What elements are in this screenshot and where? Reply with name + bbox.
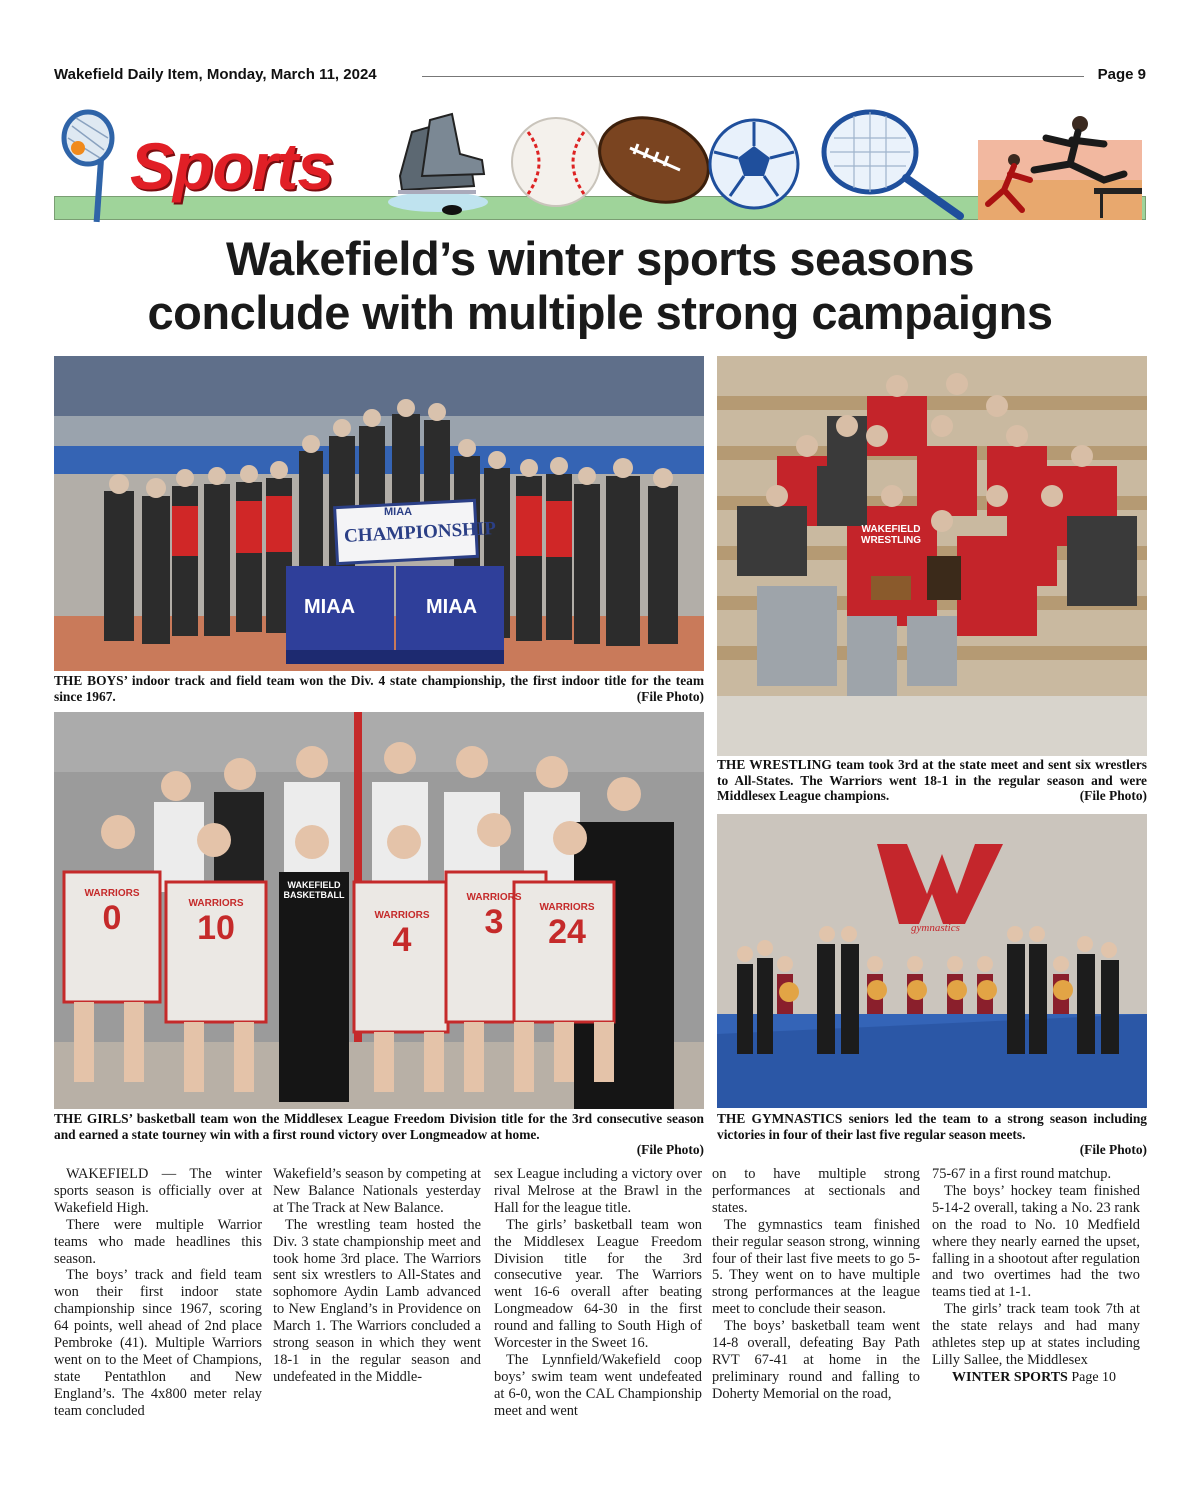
baseball-icon bbox=[506, 112, 606, 212]
championship-banner-brand: MIAA bbox=[384, 506, 413, 518]
paragraph: sex League including a victory over rival Melrose at the Brawl in the Hall for the league title. bbox=[494, 1166, 702, 1216]
paragraph: The girls’ basketball team won the Middlesex League Freedom Division title for the 3rd consecutive year. The Warriors went 16-6 overall after beating Longmeadow 64-30 in the first round and falling to South High of Worcester in the Sweet 16. bbox=[494, 1216, 702, 1352]
miaa-sign-right: MIAA bbox=[426, 596, 478, 618]
headline-line-2: conclude with multiple strong campaigns bbox=[147, 286, 1053, 339]
folio-date: Wakefield Daily Item, Monday, March 11, 2024 bbox=[54, 66, 377, 83]
paragraph: Wakefield’s season by competing at New Balance Nationals yesterday at The Track at New Balance. bbox=[273, 1166, 481, 1216]
jersey bbox=[76, 888, 148, 937]
jersey-number: 0 bbox=[102, 899, 122, 937]
photo-credit: (File Photo) bbox=[1079, 1142, 1147, 1157]
miaa-sign-left: MIAA bbox=[304, 596, 356, 618]
paragraph: The boys’ basketball team went 14-8 overall, defeating Bay Path RVT 67-41 at home in the preliminary round and falling to Doherty Memorial on the road, bbox=[712, 1318, 920, 1402]
paragraph: The Lynnfield/Wakefield coop boys’ swim team went undefeated at 6-0, won the CAL Championship meet and went bbox=[494, 1351, 702, 1419]
track-team-photo bbox=[54, 356, 704, 671]
photo-credit: (File Photo) bbox=[1079, 788, 1147, 803]
paragraph: The girls’ track team took 7th at the state relays and had many athletes step up at states including Lilly Sallee, the Middlesex bbox=[932, 1301, 1140, 1368]
gymnastics-photo bbox=[717, 814, 1147, 1108]
wrestling-photo-caption bbox=[717, 757, 1147, 804]
article-column-1 bbox=[54, 1166, 262, 1420]
jersey-team: WARRIORS bbox=[188, 898, 244, 909]
jersey-number: 24 bbox=[548, 913, 586, 951]
article-column-5 bbox=[932, 1166, 1140, 1369]
jersey-team: WARRIORS bbox=[374, 910, 430, 921]
folio bbox=[54, 66, 1146, 88]
caption-text: THE WRESTLING team took 3rd at the state meet and sent six wrestlers to All-States. The Warriors went 18-1 in the regular season and were Middlesex League champions. bbox=[717, 757, 1147, 803]
paragraph: WAKEFIELD — The winter sports season is officially over at Wakefield High. bbox=[54, 1166, 262, 1216]
jersey-team: WARRIORS bbox=[466, 892, 522, 903]
jump-label: WINTER SPORTS bbox=[952, 1370, 1068, 1385]
headline bbox=[54, 232, 1146, 340]
section-title: Sports bbox=[130, 129, 334, 203]
article-column-4 bbox=[712, 1166, 920, 1403]
wrestling-shirt-text: WAKEFIELD WRESTLING bbox=[861, 524, 921, 546]
soccer-ball-icon bbox=[704, 114, 804, 214]
jersey-number: 4 bbox=[392, 921, 412, 959]
jersey bbox=[364, 910, 440, 959]
caption-text: THE GIRLS’ basketball team won the Middlesex League Freedom Division title for the 3rd consecutive season and earned a state tourney win with a first round victory over Longmeadow at home. bbox=[54, 1111, 704, 1142]
hurdler-icon bbox=[974, 110, 1146, 222]
lacrosse-stick-icon bbox=[54, 108, 124, 224]
page-number: Page 9 bbox=[1097, 66, 1146, 83]
photo-credit: (File Photo) bbox=[636, 1142, 704, 1157]
article-column-2 bbox=[273, 1166, 481, 1386]
jump-page: Page 10 bbox=[1071, 1370, 1117, 1385]
football-icon bbox=[594, 108, 714, 212]
article-column-3 bbox=[494, 1166, 702, 1420]
jersey-number: 3 bbox=[484, 903, 504, 941]
wrestling-team-photo bbox=[717, 356, 1147, 756]
paragraph: The gymnastics team finished their regular season strong, winning four of their last five meets to go 5-5. They went on to have multiple strong performances at the league meet to conclude their season. bbox=[712, 1216, 920, 1318]
championship-banner-text: CHAMPIONSHIP bbox=[343, 518, 497, 547]
jersey bbox=[178, 898, 254, 947]
paragraph: The boys’ track and field team won their first indoor state championship since 1967, scoring 64 points, well ahead of 2nd place Pembroke (41). Multiple Warriors went on to the Meet of Champions, state Pentathlon and New England’s. The 4x800 meter relay team concluded bbox=[54, 1267, 262, 1419]
jersey-team: WARRIORS bbox=[84, 888, 140, 899]
jersey-team: WARRIORS bbox=[539, 902, 595, 913]
jersey-number: 10 bbox=[197, 909, 235, 947]
basketball-photo-caption bbox=[54, 1111, 704, 1158]
jersey bbox=[532, 902, 602, 951]
sports-banner bbox=[54, 108, 1146, 224]
caption-text: THE BOYS’ indoor track and field team won the Div. 4 state championship, the first indoor title for the team since 1967. bbox=[54, 673, 704, 704]
tennis-racket-icon bbox=[814, 108, 964, 220]
girls-basketball-photo bbox=[54, 712, 704, 1109]
hockey-skates-icon bbox=[382, 110, 494, 220]
caption-text: THE GYMNASTICS seniors led the team to a strong season including victories in four of their last five regular season meets. bbox=[717, 1111, 1147, 1142]
headline-line-1: Wakefield’s winter sports seasons bbox=[226, 232, 974, 285]
folio-rule bbox=[422, 76, 1084, 77]
photo-credit: (File Photo) bbox=[636, 688, 704, 704]
basketball-shirt-text: WAKEFIELD BASKETBALL bbox=[283, 880, 345, 900]
track-photo-caption bbox=[54, 673, 704, 704]
paragraph: 75-67 in a first round matchup. bbox=[932, 1166, 1112, 1182]
paragraph: The boys’ hockey team finished 5-14-2 overall, taking a No. 23 rank on the road to No. 10 Medfield where they nearly earned the upset, falling in a shootout after regulation and two overtimes had the two teams tied at 1-1. bbox=[932, 1182, 1140, 1301]
jump-line bbox=[952, 1370, 1116, 1386]
paragraph: on to have multiple strong performances at sectionals and states. bbox=[712, 1166, 920, 1216]
paragraph: There were multiple Warrior teams who made headlines this season. bbox=[54, 1216, 262, 1267]
paragraph: The wrestling team hosted the Div. 3 state championship meet and took home 3rd place. The Warriors sent six wrestlers to All-States and sophomore Aydin Lamb advanced to New England’s in Providence on March 1. The Warriors concluded a strong season in which they went 18-1 in the regular season and undefeated in the Middle- bbox=[273, 1216, 481, 1385]
jersey bbox=[454, 892, 534, 941]
gym-wall-word: gymnastics bbox=[911, 922, 960, 934]
gymnastics-photo-caption bbox=[717, 1111, 1147, 1158]
